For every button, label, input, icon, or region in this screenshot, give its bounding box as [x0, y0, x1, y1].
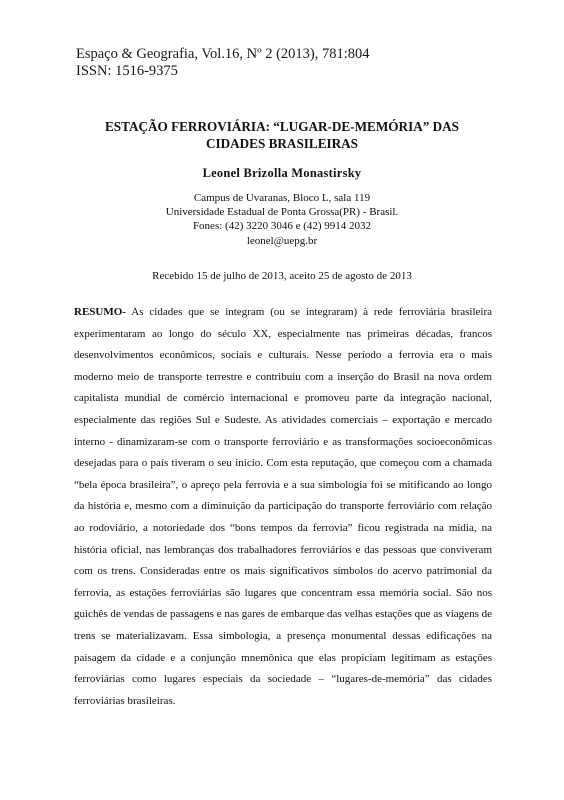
journal-header — [76, 46, 370, 80]
affiliation-university: Universidade Estadual de Ponta Grossa(PR) - Brasil. — [165, 206, 399, 219]
affiliation-phones: Fones: (42) 3220 3046 e (42) 9914 2032 — [192, 220, 372, 233]
affiliation-campus: Campus de Uvaranas, Bloco L, sala 119 — [193, 192, 371, 204]
journal-issn: ISSN: 1516-9375 — [76, 63, 178, 79]
article-title-line-1: ESTAÇÃO FERROVIÁRIA: “LUGAR-DE-MEMÓRIA” DAS — [105, 119, 459, 134]
received-accepted-dates: Recebido 15 de julho de 2013, aceito 25 de agosto de 2013 — [152, 270, 412, 282]
abstract-label: RESUMO- — [74, 306, 126, 318]
abstract-text: As cidades que se integram (ou se integraram) à rede ferroviária brasileira experimentaram ao longo do século XX, especialmente nas primeiras décadas, francos desenvolvimentos econômicos, sociais e culturais. Nesse período a ferrovia era o mais moderno meio de transporte terrestre e contribuiu com a inserção do Brasil na nova ordem capitalista mundial de comércio internacional e promoveu parte da integração nacional, especialmente das regiões Sul e Sudeste. As atividades comerciais – exportação e mercado interno - dinamizaram-se com o transporte ferroviário e as transformações socioeconômicas desejadas para o país tiveram o seu início. Com esta reputação, que começou com a chamada “bela época brasileira”, o apreço pela ferrovia e a sua simbologia foi se mitificando ao longo da história e, mesmo com a diminuição da participação do transporte ferroviário com relação ao rodoviário, a notoriedade dos “bons tempos da ferrovia” ficou registrada na mídia, na história oficial, nas lembranças dos trabalhadores ferroviários e das pessoas que conviveram com os trens. Consideradas entre os mais significativos símbolos do acervo patrimonial da ferrovia, as estações ferroviárias são lugares que concentram essa memória social. São nos guichês de vendas de passagens e nas gares de embarque das velhas estações que as viagens de trens se materializavam. Essa simbologia, a presença monumental dessas edificações na paisagem da cidade e a conjunção mnemônica que elas propiciam legitimam as estações ferroviárias como lugares especiais da sociedade – “lugares-de-memória” das cidades ferroviárias brasileiras. — [74, 306, 492, 707]
journal-citation: Espaço & Geografia, Vol.16, Nº 2 (2013), 781:804 — [76, 46, 370, 62]
author-name: Leonel Brizolla Monastirsky — [202, 166, 362, 180]
author-affiliation — [0, 191, 564, 248]
affiliation-email: leonel@uepg.br — [246, 234, 318, 247]
article-title-line-2: CIDADES BRASILEIRAS — [205, 136, 359, 151]
abstract — [74, 302, 492, 712]
article-title — [60, 118, 504, 152]
